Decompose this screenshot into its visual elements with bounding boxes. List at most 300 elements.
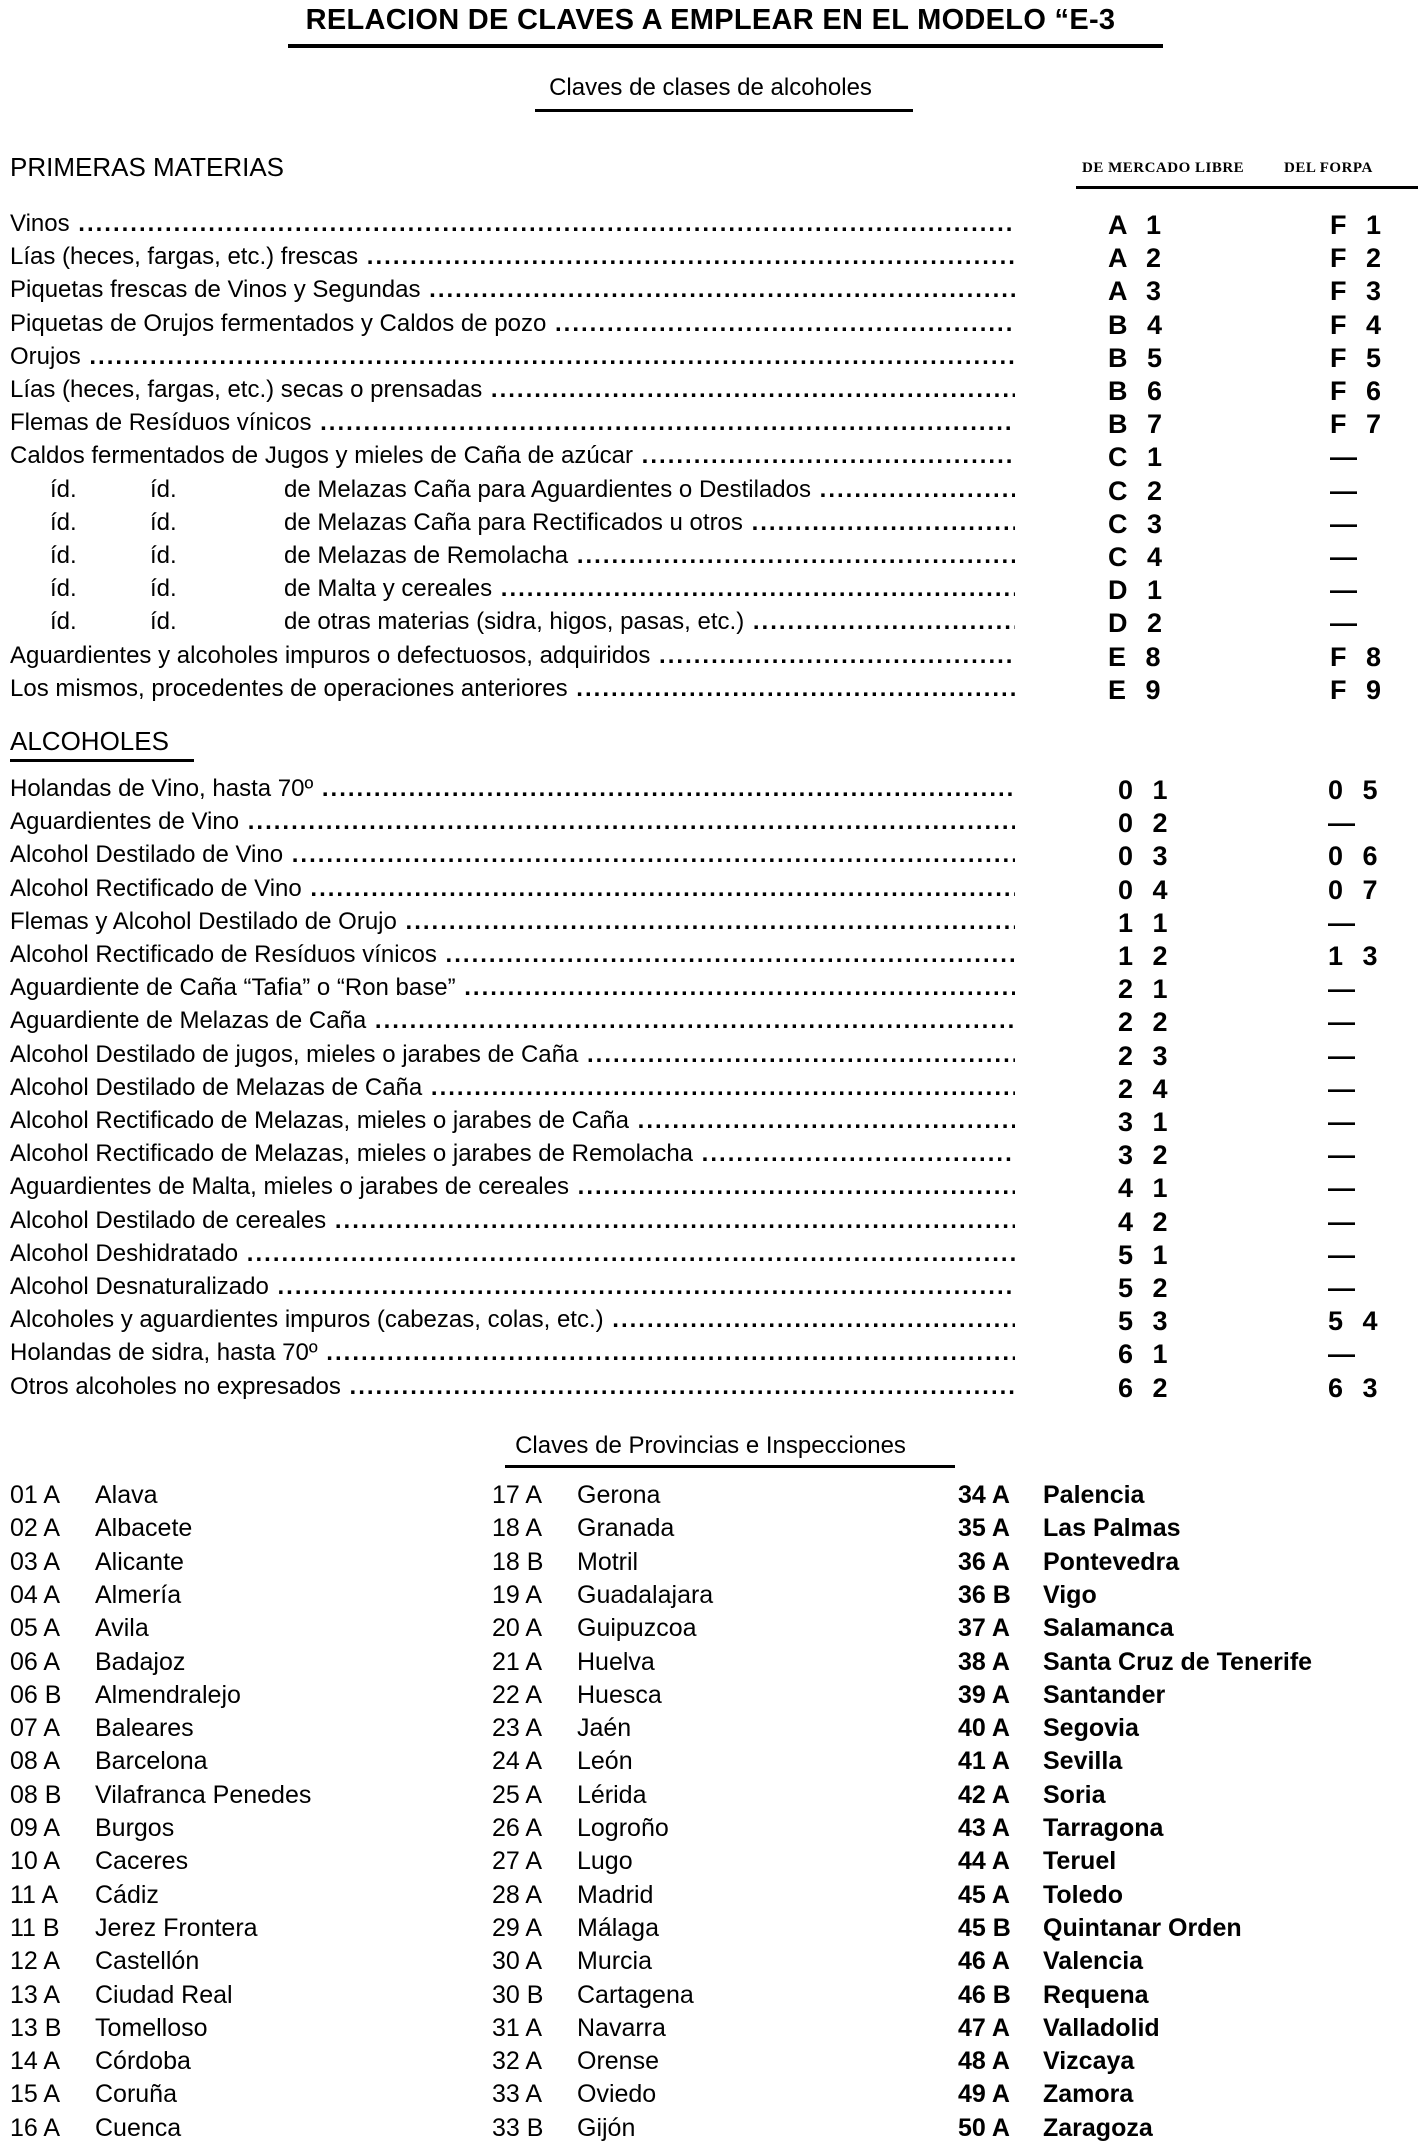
code-forpa: 1 3 bbox=[1328, 941, 1384, 971]
province-entry bbox=[958, 1814, 1163, 1847]
province-entry bbox=[10, 1914, 258, 1947]
alcohol-label bbox=[10, 1074, 1015, 1107]
title-underline bbox=[288, 44, 1163, 48]
materia-text: Vinos bbox=[10, 210, 70, 237]
alcohol-text: Alcohol Destilado de cereales bbox=[10, 1206, 327, 1234]
code-libre: 5 3 bbox=[1118, 1306, 1174, 1337]
materia-detail: de Malta y cereales bbox=[284, 575, 493, 603]
province-entry bbox=[10, 1814, 174, 1847]
alcohol-label bbox=[10, 1240, 1015, 1273]
province-name: Valencia bbox=[1043, 1947, 1144, 1976]
province-entry bbox=[10, 2080, 177, 2113]
province-name: Lugo bbox=[577, 1847, 633, 1876]
province-name: Almería bbox=[95, 1580, 182, 1609]
province-entry bbox=[958, 1981, 1149, 2014]
province-code: 50 A bbox=[958, 2113, 1010, 2142]
province-code: 11 B bbox=[10, 1913, 60, 1942]
province-name: Albacete bbox=[95, 1514, 193, 1543]
province-name: Valladolid bbox=[1043, 2013, 1160, 2042]
province-code: 07 A bbox=[10, 1714, 61, 1743]
alcohol-text: Alcohol Rectificado de Melazas, mieles o jarabes de Caña bbox=[10, 1107, 629, 1134]
materia-text: Orujos bbox=[10, 342, 81, 370]
province-name: Segovia bbox=[1043, 1714, 1139, 1743]
provinces-heading: Claves de Provincias e Inspecciones bbox=[515, 1432, 906, 1459]
province-entry bbox=[958, 2080, 1133, 2113]
alcohol-label bbox=[10, 1207, 1015, 1240]
province-name: Castellón bbox=[95, 1947, 200, 1976]
materia-detail: de Melazas Caña para Aguardientes o Destilados bbox=[284, 475, 811, 503]
province-code: 08 B bbox=[10, 1780, 62, 1809]
province-name: Logroño bbox=[577, 1814, 669, 1842]
alcohol-text: Alcohol Rectificado de Vino bbox=[10, 874, 302, 902]
alcohol-label bbox=[10, 1107, 1015, 1140]
province-name: Alicante bbox=[95, 1547, 184, 1576]
alcohol-label bbox=[10, 1273, 1015, 1306]
province-entry bbox=[492, 1714, 631, 1747]
materia-label bbox=[10, 476, 1015, 509]
province-entry bbox=[492, 1747, 633, 1780]
province-entry bbox=[958, 1614, 1174, 1647]
province-name: Requena bbox=[1043, 1980, 1149, 2009]
code-forpa: — bbox=[1328, 1173, 1361, 1204]
alcohol-row bbox=[10, 1373, 1421, 1406]
province-entry bbox=[10, 2114, 181, 2147]
materia-ditto-1: íd. bbox=[50, 542, 77, 569]
section-primeras-materias: PRIMERAS MATERIAS bbox=[10, 152, 285, 182]
code-forpa: — bbox=[1328, 808, 1361, 839]
province-code: 06 A bbox=[10, 1647, 61, 1676]
province-code: 31 A bbox=[492, 2013, 543, 2042]
alcohol-row bbox=[10, 875, 1421, 908]
province-code: 06 B bbox=[10, 1680, 62, 1709]
alcohol-label bbox=[10, 1041, 1015, 1074]
alcohol-text: Alcohol Destilado de jugos, mieles o jarabes de Caña bbox=[10, 1040, 579, 1068]
materia-row bbox=[10, 442, 1421, 475]
code-forpa: — bbox=[1330, 542, 1363, 572]
materia-row bbox=[10, 575, 1421, 608]
province-code: 18 B bbox=[492, 1547, 544, 1576]
code-libre: 5 2 bbox=[1118, 1273, 1174, 1303]
materia-text: Lías (heces, fargas, etc.) frescas bbox=[10, 243, 359, 271]
materia-row bbox=[10, 376, 1421, 409]
province-entry bbox=[958, 1581, 1097, 1614]
province-entry bbox=[10, 1681, 241, 1714]
code-forpa: F 4 bbox=[1330, 309, 1388, 340]
province-name: Alava bbox=[95, 1481, 158, 1509]
code-libre: B 7 bbox=[1108, 409, 1169, 440]
materia-label bbox=[10, 608, 1015, 641]
province-entry bbox=[492, 1781, 647, 1814]
province-entry bbox=[492, 1514, 674, 1547]
code-libre: A 1 bbox=[1108, 210, 1168, 240]
alcohol-classes-heading: Claves de clases de alcoholes bbox=[549, 74, 872, 101]
province-name: Lérida bbox=[577, 1780, 647, 1809]
materia-text: Aguardientes y alcoholes impuros o defectuosos, adquiridos bbox=[10, 641, 651, 669]
code-forpa: — bbox=[1328, 1140, 1361, 1171]
code-forpa: — bbox=[1330, 575, 1363, 606]
province-entry bbox=[492, 1614, 697, 1647]
province-entry bbox=[958, 1914, 1242, 1947]
province-code: 49 A bbox=[958, 2080, 1010, 2109]
province-name: Coruña bbox=[95, 2080, 177, 2109]
province-entry bbox=[958, 1847, 1116, 1880]
province-name: Vigo bbox=[1043, 1580, 1097, 1609]
page-title: RELACION DE CLAVES A EMPLEAR EN EL MODELO “E-3 bbox=[305, 4, 1116, 36]
province-entry bbox=[958, 1714, 1139, 1747]
materia-row bbox=[10, 276, 1421, 309]
column-header-libre: DE MERCADO LIBRE bbox=[1082, 160, 1245, 176]
province-code: 20 A bbox=[492, 1614, 543, 1643]
alcohol-row bbox=[10, 1140, 1421, 1173]
province-name: Zamora bbox=[1043, 2080, 1134, 2109]
alcohol-row bbox=[10, 1074, 1421, 1107]
province-entry bbox=[958, 1481, 1144, 1514]
alcohol-row bbox=[10, 1107, 1421, 1140]
province-name: Granada bbox=[577, 1514, 675, 1543]
province-name: Jerez Frontera bbox=[95, 1913, 258, 1942]
code-libre: 4 2 bbox=[1118, 1206, 1174, 1237]
province-entry bbox=[10, 1614, 149, 1647]
province-entry bbox=[958, 1947, 1143, 1980]
alcohol-text: Alcohol Deshidratado bbox=[10, 1239, 239, 1267]
province-entry bbox=[492, 1548, 638, 1581]
province-entry bbox=[10, 1747, 208, 1780]
alcohol-label bbox=[10, 841, 1015, 874]
materia-row bbox=[10, 476, 1421, 509]
province-name: Madrid bbox=[577, 1880, 654, 1909]
province-entry bbox=[10, 1581, 181, 1614]
province-entry bbox=[492, 1814, 669, 1847]
alcohol-text: Alcohol Rectificado de Resíduos vínicos bbox=[10, 941, 437, 968]
alcohol-text: Aguardiente de Caña “Tafia” o “Ron base” bbox=[10, 974, 456, 1002]
materia-ditto-1: íd. bbox=[50, 608, 77, 636]
province-name: Sevilla bbox=[1043, 1747, 1123, 1776]
materia-label bbox=[10, 276, 1015, 309]
province-entry bbox=[10, 2047, 191, 2080]
materia-ditto-2: íd. bbox=[150, 475, 177, 503]
province-entry bbox=[492, 2014, 666, 2047]
province-name: Pontevedra bbox=[1043, 1547, 1180, 1576]
province-entry bbox=[958, 1747, 1122, 1780]
province-name: Toledo bbox=[1043, 1880, 1124, 1909]
province-name: Navarra bbox=[577, 2013, 666, 2042]
province-code: 22 A bbox=[492, 1680, 543, 1709]
province-name: Santa Cruz de Tenerife bbox=[1043, 1647, 1313, 1676]
code-libre: A 3 bbox=[1108, 276, 1168, 307]
province-entry bbox=[10, 1981, 233, 2014]
province-entry bbox=[492, 1648, 655, 1681]
alcohol-row bbox=[10, 941, 1421, 974]
code-libre: 5 1 bbox=[1118, 1239, 1174, 1270]
province-code: 04 A bbox=[10, 1580, 61, 1609]
province-entry bbox=[492, 2080, 656, 2113]
province-code: 10 A bbox=[10, 1847, 61, 1876]
province-entry bbox=[10, 2014, 208, 2047]
province-name: Málaga bbox=[577, 1913, 659, 1942]
province-name: Ciudad Real bbox=[95, 1980, 233, 2009]
province-code: 46 A bbox=[958, 1947, 1010, 1976]
alcohol-text: Alcohol Destilado de Vino bbox=[10, 841, 284, 869]
province-entry bbox=[958, 1514, 1181, 1547]
alcohol-label bbox=[10, 908, 1015, 941]
section-alcoholes: ALCOHOLES bbox=[10, 726, 169, 756]
materia-label bbox=[10, 675, 1015, 708]
alcohol-label bbox=[10, 1140, 1015, 1173]
materia-row bbox=[10, 243, 1421, 276]
materia-ditto-2: íd. bbox=[150, 542, 177, 569]
alcohol-label bbox=[10, 941, 1015, 974]
province-code: 33 B bbox=[492, 2113, 544, 2142]
materia-label bbox=[10, 542, 1015, 575]
materia-ditto-1: íd. bbox=[50, 575, 77, 603]
alcohol-row bbox=[10, 1173, 1421, 1206]
alcohol-label bbox=[10, 1306, 1015, 1339]
province-code: 25 A bbox=[492, 1780, 543, 1809]
province-entry bbox=[492, 1881, 653, 1914]
alcohol-text: Aguardientes de Vino bbox=[10, 808, 240, 836]
province-entry bbox=[492, 1581, 713, 1614]
code-forpa: — bbox=[1328, 1040, 1361, 1071]
province-code: 36 A bbox=[958, 1547, 1010, 1576]
province-name: Las Palmas bbox=[1043, 1514, 1181, 1543]
province-name: Vizcaya bbox=[1043, 2047, 1135, 2076]
code-forpa: F 1 bbox=[1330, 210, 1388, 240]
province-code: 05 A bbox=[10, 1614, 61, 1643]
alcohol-text: Flemas y Alcohol Destilado de Orujo bbox=[10, 907, 397, 935]
code-forpa: F 6 bbox=[1330, 376, 1388, 406]
code-forpa: — bbox=[1328, 1107, 1361, 1137]
alcohol-row bbox=[10, 1273, 1421, 1306]
code-libre: 6 1 bbox=[1118, 1339, 1174, 1370]
alcohol-text: Aguardientes de Malta, mieles o jarabes de cereales bbox=[10, 1173, 569, 1201]
province-name: Huesca bbox=[577, 1680, 662, 1709]
province-code: 35 A bbox=[958, 1514, 1010, 1543]
province-code: 13 B bbox=[10, 2013, 62, 2042]
province-name: Teruel bbox=[1043, 1847, 1117, 1876]
province-entry bbox=[958, 2014, 1160, 2047]
materia-label bbox=[10, 343, 1015, 376]
code-forpa: F 9 bbox=[1330, 674, 1388, 705]
materia-text: Caldos fermentados de Jugos y mieles de Caña de azúcar bbox=[10, 442, 634, 470]
alcohol-row bbox=[10, 1306, 1421, 1339]
province-code: 21 A bbox=[492, 1647, 543, 1676]
province-name: Baleares bbox=[95, 1714, 194, 1743]
province-name: Cádiz bbox=[95, 1880, 159, 1909]
province-entry bbox=[10, 1714, 194, 1747]
province-entry bbox=[10, 1847, 188, 1880]
province-name: Vilafranca Penedes bbox=[95, 1780, 312, 1809]
alcohol-row bbox=[10, 1207, 1421, 1240]
province-name: Soria bbox=[1043, 1780, 1106, 1809]
code-forpa: 6 3 bbox=[1328, 1372, 1384, 1403]
province-code: 02 A bbox=[10, 1514, 61, 1543]
code-forpa: F 8 bbox=[1330, 641, 1388, 672]
alcohol-label bbox=[10, 775, 1015, 808]
materia-label bbox=[10, 409, 1015, 442]
province-entry bbox=[10, 1881, 159, 1914]
province-entry bbox=[492, 2047, 659, 2080]
code-forpa: 0 7 bbox=[1328, 874, 1384, 905]
alcohol-label bbox=[10, 1007, 1015, 1040]
province-name: Caceres bbox=[95, 1847, 189, 1876]
code-libre: 2 2 bbox=[1118, 1007, 1174, 1038]
code-forpa: — bbox=[1328, 974, 1361, 1005]
code-libre: 1 1 bbox=[1118, 907, 1174, 938]
province-name: León bbox=[577, 1747, 633, 1776]
province-code: 45 A bbox=[958, 1880, 1010, 1909]
code-forpa: 0 6 bbox=[1328, 841, 1384, 872]
alcohol-row bbox=[10, 808, 1421, 841]
province-code: 12 A bbox=[10, 1947, 61, 1976]
province-code: 11 A bbox=[10, 1880, 59, 1909]
materia-text: Piquetas de Orujos fermentados y Caldos de pozo bbox=[10, 309, 547, 337]
province-code: 33 A bbox=[492, 2080, 543, 2109]
province-name: Gerona bbox=[577, 1481, 661, 1509]
province-name: Motril bbox=[577, 1547, 639, 1576]
code-libre: 2 1 bbox=[1118, 974, 1174, 1005]
materia-row bbox=[10, 509, 1421, 542]
column-header-forpa-rule bbox=[1280, 186, 1418, 189]
materia-detail: de Melazas Caña para Rectificados u otros bbox=[284, 508, 743, 536]
province-code: 13 A bbox=[10, 1980, 61, 2009]
province-entry bbox=[958, 2047, 1134, 2080]
code-forpa: — bbox=[1330, 442, 1363, 473]
province-code: 23 A bbox=[492, 1714, 543, 1743]
province-code: 26 A bbox=[492, 1814, 543, 1842]
province-code: 30 A bbox=[492, 1947, 543, 1976]
code-forpa: F 5 bbox=[1330, 342, 1388, 373]
province-name: Salamanca bbox=[1043, 1614, 1174, 1643]
materia-text: Los mismos, procedentes de operaciones anteriores bbox=[10, 674, 568, 702]
alcohol-text: Alcohol Rectificado de Melazas, mieles o jarabes de Remolacha bbox=[10, 1140, 694, 1168]
province-code: 44 A bbox=[958, 1847, 1010, 1876]
province-code: 37 A bbox=[958, 1614, 1010, 1643]
province-name: Gijón bbox=[577, 2113, 636, 2142]
code-libre: 2 4 bbox=[1118, 1073, 1174, 1104]
province-entry bbox=[492, 2114, 635, 2147]
province-code: 39 A bbox=[958, 1680, 1010, 1709]
materia-row bbox=[10, 210, 1421, 243]
province-name: Córdoba bbox=[95, 2047, 191, 2076]
code-libre: A 2 bbox=[1108, 243, 1168, 274]
province-code: 08 A bbox=[10, 1747, 61, 1776]
code-forpa: — bbox=[1330, 508, 1363, 539]
province-code: 41 A bbox=[958, 1747, 1010, 1776]
province-code: 19 A bbox=[492, 1580, 543, 1609]
code-forpa: — bbox=[1330, 475, 1363, 506]
province-name: Jaén bbox=[577, 1714, 632, 1743]
province-code: 45 B bbox=[958, 1913, 1011, 1942]
code-libre: 6 2 bbox=[1118, 1372, 1174, 1403]
materia-ditto-2: íd. bbox=[150, 608, 177, 636]
materia-text: Piquetas frescas de Vinos y Segundas bbox=[10, 276, 421, 304]
alcohol-text: Holandas de Vino, hasta 70º bbox=[10, 775, 314, 802]
alcohol-label bbox=[10, 808, 1015, 841]
code-libre: 4 1 bbox=[1118, 1173, 1174, 1204]
province-entry bbox=[958, 2114, 1153, 2147]
province-entry bbox=[958, 1548, 1179, 1581]
alcohol-row bbox=[10, 1339, 1421, 1372]
code-libre: C 2 bbox=[1108, 475, 1169, 506]
province-code: 17 A bbox=[492, 1481, 543, 1509]
code-libre: B 6 bbox=[1108, 376, 1169, 406]
province-code: 34 A bbox=[958, 1481, 1010, 1509]
materia-row bbox=[10, 675, 1421, 708]
province-entry bbox=[958, 1681, 1165, 1714]
alcohol-label bbox=[10, 875, 1015, 908]
code-libre: 0 1 bbox=[1118, 775, 1174, 805]
code-libre: D 1 bbox=[1108, 575, 1169, 606]
province-entry bbox=[10, 1648, 185, 1681]
province-entry bbox=[958, 1881, 1123, 1914]
province-entry bbox=[492, 1481, 660, 1514]
code-libre: 0 3 bbox=[1118, 841, 1174, 872]
alcohol-row bbox=[10, 908, 1421, 941]
materia-label bbox=[10, 642, 1015, 675]
province-entry bbox=[492, 1847, 633, 1880]
materia-label bbox=[10, 575, 1015, 608]
alcohol-text: Aguardiente de Melazas de Caña bbox=[10, 1007, 367, 1035]
section-alcoholes-underline bbox=[10, 759, 194, 762]
code-forpa: 0 5 bbox=[1328, 775, 1384, 805]
materia-ditto-2: íd. bbox=[150, 508, 177, 536]
province-entry bbox=[10, 1947, 199, 1980]
province-name: Badajoz bbox=[95, 1647, 186, 1676]
province-name: Palencia bbox=[1043, 1481, 1145, 1509]
provinces-underline bbox=[505, 1465, 955, 1468]
column-header-forpa: DEL FORPA bbox=[1284, 160, 1373, 176]
materia-row bbox=[10, 409, 1421, 442]
province-entry bbox=[10, 1514, 192, 1547]
province-code: 30 B bbox=[492, 1980, 544, 2009]
province-code: 14 A bbox=[10, 2047, 61, 2076]
materia-ditto-2: íd. bbox=[150, 575, 177, 603]
alcohol-row bbox=[10, 974, 1421, 1007]
materia-detail: de otras materias (sidra, higos, pasas, etc.) bbox=[284, 608, 745, 636]
province-code: 18 A bbox=[492, 1514, 543, 1543]
province-code: 24 A bbox=[492, 1747, 543, 1776]
province-code: 28 A bbox=[492, 1880, 543, 1909]
code-libre: C 1 bbox=[1108, 442, 1169, 473]
column-header-libre-rule bbox=[1076, 186, 1288, 189]
province-code: 47 A bbox=[958, 2013, 1010, 2042]
code-libre: 1 2 bbox=[1118, 941, 1174, 971]
alcohol-text: Alcohol Desnaturalizado bbox=[10, 1273, 269, 1300]
code-libre: B 4 bbox=[1108, 309, 1169, 340]
alcohol-text: Otros alcoholes no expresados bbox=[10, 1372, 341, 1400]
materia-label bbox=[10, 243, 1015, 276]
code-libre: C 4 bbox=[1108, 542, 1169, 572]
alcohol-classes-underline bbox=[535, 109, 913, 112]
province-name: Cartagena bbox=[577, 1980, 694, 2009]
materia-row bbox=[10, 608, 1421, 641]
province-entry bbox=[492, 1914, 659, 1947]
alcohol-row bbox=[10, 841, 1421, 874]
code-forpa: F 7 bbox=[1330, 409, 1388, 440]
materia-text: Lías (heces, fargas, etc.) secas o prensadas bbox=[10, 376, 483, 403]
code-forpa: 5 4 bbox=[1328, 1306, 1384, 1337]
code-libre: 2 3 bbox=[1118, 1040, 1174, 1071]
province-entry bbox=[492, 1981, 694, 2014]
province-name: Avila bbox=[95, 1614, 149, 1643]
materia-label bbox=[10, 210, 1015, 243]
province-name: Murcia bbox=[577, 1947, 653, 1976]
materia-row bbox=[10, 642, 1421, 675]
code-libre: C 3 bbox=[1108, 508, 1169, 539]
code-libre: E 8 bbox=[1108, 641, 1167, 672]
province-name: Almendralejo bbox=[95, 1680, 241, 1709]
province-entry bbox=[10, 1781, 311, 1814]
